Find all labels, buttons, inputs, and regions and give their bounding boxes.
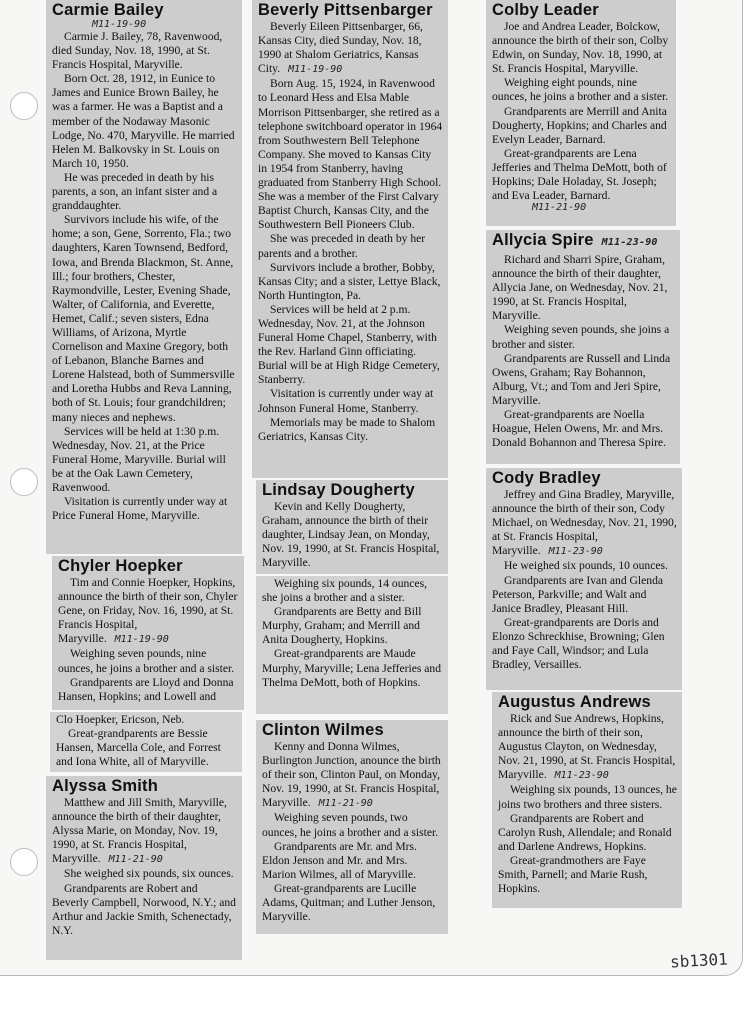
clipping-body [262,500,443,570]
clipping-chyler-hoepker-continued [50,712,242,772]
paragraph-text: Kenny and Donna Wilmes, Burlington Junction, anounce the birth of their son, Clinton Paul, on Monday, Nov. 19, 1990, at St. Francis Hospital, Maryville. [262,740,441,810]
clipping-body [262,577,443,690]
handwritten-date: M11-23-90 [548,546,603,558]
paragraph-text: Jeffrey and Gina Bradley, Maryville, announce the birth of their son, Cody Michael, on Wednesday, Nov. 21, 1990, at St. Francis Hospital, Maryville. [492,488,677,558]
paragraph: Grandparents are Ivan and Glenda Peterson, Parkville; and Walt and Janice Bradley, Pleasant Hill. [492,573,664,615]
paragraph: Weighing six pounds, 13 ounces, he joins two brothers and three sisters. [498,783,677,811]
paragraph: Weighing six pounds, 14 ounces, she joins a brother and a sister. [262,577,427,605]
paragraph: Born Oct. 28, 1912, in Eunice to James and Eunice Brown Bailey, he was a farmer. He was a Baptist and a member of the Nodaway Masonic Lodge, No. 470, Maryville. He married Helen M. Balkovsky in St. Louis on March 10, 1950. [52,72,235,170]
paragraph [492,488,677,559]
paragraph: She weighed six pounds, six ounces. [64,867,234,881]
handwritten-date: M11-21-90 [108,854,163,866]
clipping-body [258,20,443,444]
clipping-lindsay-dougherty [256,480,448,574]
paragraph: Joe and Andrea Leader, Bolckow, announce the birth of their son, Colby Edwin, on Sunday, Nov. 18, 1990, at St. Francis Hospital, Maryville. [492,20,669,76]
paragraph: Great-grandmothers are Faye Smith, Parnell; and Marie Rush, Hopkins. [498,853,648,896]
paragraph-text: Tim and Connie Hoepker, Hopkins, announce the birth of their son, Chyler Gene, on Friday, Nov. 16, 1990, at St. Francis Hospital, Maryville. [58,576,238,646]
paragraph: Great-grandparents are Lena Jefferies and Thelma DeMott, both of Hopkins; Dale Holaday, St. Joseph; and Eva Leader, Barnard. [492,146,667,203]
paragraph: Carmie J. Bailey, 78, Ravenwood, died Sunday, Nov. 18, 1990, at St. Francis Hospital, Maryville. [52,30,223,72]
binder-hole [10,848,38,876]
paragraph: Richard and Sharri Spire, Graham, announce the birth of their daughter, Allycia Jane, on Wednesday, Nov. 21, 1990, at St. Francis Hospital, Maryville. [492,253,668,323]
paragraph: Services will be held at 1:30 p.m. Wednesday, Nov. 21, at the Price Funeral Home, Maryville. Burial will be at the Oak Lawn Cemetery, Ravenwood. [52,424,226,494]
clipping-body [498,712,677,896]
paragraph [258,20,443,77]
paragraph: Great-grandparents are Lucille Adams, Quitman; and Luther Jenson, Maryville. [262,881,436,924]
paragraph: Survivors include a brother, Bobby, Kansas City; and a sister, Lettye Black, North Huntington, Pa. [258,260,441,302]
paragraph: He was preceded in death by his parents, a son, an infant sister and a granddaughter. [52,170,218,213]
clipping-title: Beverly Pittsenbarger [258,1,433,19]
clipping-title [492,231,675,252]
handwritten-date: M11-19-90 [288,64,343,76]
paragraph: Grandparents are Mr. and Mrs. Eldon Jenson and Mr. and Mrs. Marion Wilmes, all of Maryville. [262,839,417,881]
clipping-body [52,30,237,523]
paragraph: She was preceded in death by her parents and a brother. [258,232,426,260]
paragraph: Weighing seven pounds, nine ounces, he joins a brother and a sister. [58,647,235,675]
paragraph: Born Aug. 15, 1924, in Ravenwood to Leonard Hess and Elsa Mable Morrison Pittsenbarger, she retired as a telephone switchboard operator in 1964 from Southwestern Bell Telephone Company. She moved to Kansas City in 1954 from Stanberry, having graduated from Stanberry High School. She was a member of the First Calvary Baptist Church, Kansas City, and the Southwestern Bell Pioneers Club. [258,77,443,232]
paragraph: Weighing seven pounds, two ounces, he joins a brother and a sister. [262,811,439,839]
binder-hole [10,92,38,120]
paragraph: He weighed six pounds, 10 ounces. [504,559,668,573]
clipping-allycia-spire [486,230,680,464]
paragraph-text: Beverly Eileen Pittsenbarger, 66, Kansas City, died Sunday, Nov. 18, 1990 at Shalom Geriatrics, Kansas City. [258,20,423,76]
page-number: sb1301 [669,949,729,972]
clipping-title: Chyler Hoepker [58,557,183,575]
handwritten-date: M11-23-90 [601,237,658,248]
clipping-title: Carmie Bailey [52,1,164,19]
clipping-title: Augustus Andrews [498,693,651,711]
paragraph: Grandparents are Robert and Beverly Campbell, Norwood, N.Y.; and Arthur and Jackie Smith, Schenectady, N.Y. [52,881,236,937]
paragraph [52,796,237,867]
paragraph: Grandparents are Lloyd and Donna Hansen, Hopkins; and Lowell and [58,675,234,703]
paragraph: Memorials may be made to Shalom Geriatrics, Kansas City. [258,415,436,443]
clipping-title: Cody Bradley [492,469,601,487]
clipping-body [492,253,675,450]
paragraph [58,576,239,647]
paragraph: Great-grandparents are Doris and Elonzo Schreckhise, Browning; Glen and Faye Call, Windsor; and Lula Bradley, Versailles. [492,615,665,672]
title-text: Allycia Spire [492,231,594,249]
paragraph: Grandparents are Merrill and Anita Dougherty, Hopkins; and Charles and Evelyn Leader, Barnard. [492,104,667,146]
paragraph-text: Rick and Sue Andrews, Hopkins, announce the birth of their son, Augustus Clayton, on Wednesday, Nov. 21, 1990, at St. Francis Hospital, Maryville. [498,712,676,782]
paragraph: Weighing eight pounds, nine ounces, he joins a brother and a sister. [492,76,669,104]
paragraph: Great-grandparents are Bessie Hansen, Marcella Cole, and Forrest and Iona White, all of Maryville. [56,727,221,769]
clipping-beverly-pittsenbarger [252,0,448,478]
clipping-colby-leader [486,0,676,226]
clipping-carmie-bailey [46,0,242,554]
clipping-cody-bradley [486,468,682,690]
handwritten-date: M11-23-90 [554,770,609,782]
binder-hole [10,468,38,496]
clipping-lindsay-dougherty-continued [256,576,448,714]
paragraph [498,712,677,783]
clipping-body [492,20,671,203]
paragraph: Clo Hoepker, Ericson, Neb. [56,713,185,726]
clipping-body [492,488,677,672]
paragraph-text: Matthew and Jill Smith, Maryville, announce the birth of their daughter, Alyssa Marie, on Monday, Nov. 19, 1990, at St. Francis Hospital, Maryville. [52,796,227,866]
paragraph: Weighing seven pounds, she joins a brother and sister. [492,323,670,351]
clipping-chyler-hoepker [52,556,244,710]
clipping-body [56,713,237,769]
paragraph: Visitation is currently under way at Johnson Funeral Home, Stanberry. [258,387,434,415]
clipping-title: Lindsay Dougherty [262,481,415,499]
paragraph: Visitation is currently under way at Price Funeral Home, Maryville. [52,495,228,523]
handwritten-date: M11-19-90 [114,634,169,646]
clipping-body [262,740,443,924]
clipping-title: Colby Leader [492,1,599,19]
clipping-alyssa-smith [46,776,242,960]
clipping-title: Clinton Wilmes [262,721,384,739]
clipping-augustus-andrews [492,692,682,908]
clipping-clinton-wilmes [256,720,448,934]
paragraph: Great-grandparents are Noella Hoague, Helen Owens, Mr. and Mrs. Donald Bohannon and Theresa Spire. [492,408,666,450]
handwritten-date: M11-21-90 [318,798,373,810]
paragraph: Grandparents are Robert and Carolyn Rush, Allendale; and Ronald and Darlene Andrews, Hopkins. [498,811,672,853]
paragraph: Great-grandparents are Maude Murphy, Maryville; Lena Jefferies and Thelma DeMott, both of Hopkins. [262,647,442,689]
paragraph [262,740,443,811]
paragraph: Kevin and Kelly Dougherty, Graham, announce the birth of their daughter, Lindsay Jean, on Monday, Nov. 19, 1990, at St. Francis Hospital, Maryville. [262,500,440,570]
paragraph: Survivors include his wife, of the home; a son, Gene, Sorrento, Fla.; two daughters, Karen Townsend, Bedford, Iowa, and Brenda Blackmon, St. Anne, Ill.; four brothers, Chester, Raymondville, Lester, Evening Shade, Walter, of California, and Everette, Hemet, Calif.; seven sisters, Edna Williams, of Arizona, Myrtle Cornelison and Maxine Gregory, both of Lebanon, Blanche Barnes and Lorene Halstead, both of Summersville and Loretha Hubbs and Reva Lanning, both of St. Louis; four grandchildren; many nieces and nephews. [52,213,235,424]
clipping-title: Alyssa Smith [52,777,159,795]
clipping-body [52,796,237,938]
paragraph: Grandparents are Betty and Bill Murphy, Graham; and Merrill and Anita Dougherty, Hopkins. [262,605,422,647]
handwritten-date: M11-21-90 [532,202,587,214]
paragraph: Grandparents are Russell and Linda Owens, Graham; Ray Bohannon, Alburg, Vt.; and Tom and Jeri Spire, Maryville. [492,351,671,407]
paragraph: Services will be held at 2 p.m. Wednesday, Nov. 21, at the Johnson Funeral Home Chapel, Stanberry, with the Rev. Harland Ginn officiating. Burial will be at High Ridge Cemetery, Stanberry. [258,302,440,387]
handwritten-date: M11-19-90 [92,19,147,30]
clipping-body [58,576,239,704]
